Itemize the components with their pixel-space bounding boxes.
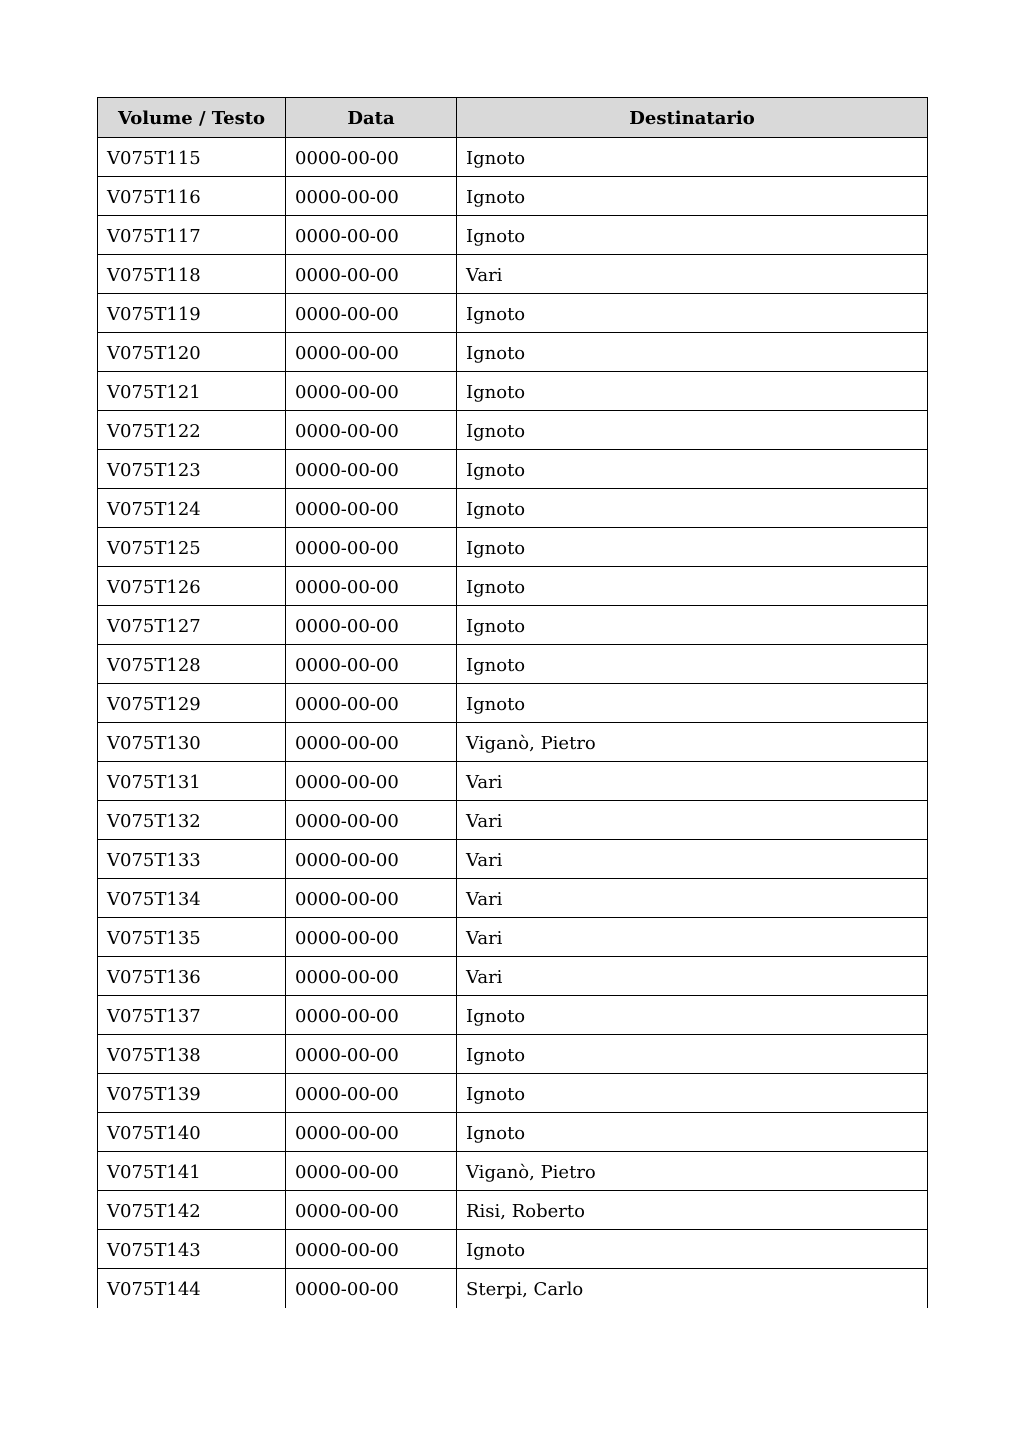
table-row xyxy=(98,294,928,333)
cell-data: 0000-00-00 xyxy=(286,1230,457,1269)
cell-volume-testo: V075T117 xyxy=(98,216,286,255)
cell-destinatario: Vari xyxy=(457,801,928,840)
cell-destinatario: Ignoto xyxy=(457,1230,928,1269)
cell-destinatario: Ignoto xyxy=(457,567,928,606)
table-row xyxy=(98,645,928,684)
table-row xyxy=(98,372,928,411)
cell-destinatario: Ignoto xyxy=(457,489,928,528)
header-volume-testo: Volume / Testo xyxy=(98,98,286,138)
table-row xyxy=(98,138,928,177)
cell-destinatario: Ignoto xyxy=(457,411,928,450)
cell-destinatario: Vari xyxy=(457,957,928,996)
cell-destinatario: Ignoto xyxy=(457,684,928,723)
cell-data: 0000-00-00 xyxy=(286,684,457,723)
cell-data: 0000-00-00 xyxy=(286,957,457,996)
cell-destinatario: Ignoto xyxy=(457,606,928,645)
cell-volume-testo: V075T138 xyxy=(98,1035,286,1074)
cell-data: 0000-00-00 xyxy=(286,216,457,255)
table-row xyxy=(98,1269,928,1308)
table-row xyxy=(98,450,928,489)
cell-volume-testo: V075T124 xyxy=(98,489,286,528)
cell-data: 0000-00-00 xyxy=(286,1191,457,1230)
cell-volume-testo: V075T137 xyxy=(98,996,286,1035)
cell-data: 0000-00-00 xyxy=(286,918,457,957)
cell-volume-testo: V075T131 xyxy=(98,762,286,801)
cell-destinatario: Vari xyxy=(457,255,928,294)
cell-destinatario: Ignoto xyxy=(457,216,928,255)
cell-data: 0000-00-00 xyxy=(286,411,457,450)
cell-data: 0000-00-00 xyxy=(286,801,457,840)
cell-destinatario: Ignoto xyxy=(457,177,928,216)
cell-data: 0000-00-00 xyxy=(286,762,457,801)
cell-destinatario: Ignoto xyxy=(457,372,928,411)
cell-destinatario: Vari xyxy=(457,762,928,801)
cell-volume-testo: V075T123 xyxy=(98,450,286,489)
cell-data: 0000-00-00 xyxy=(286,177,457,216)
cell-destinatario: Vari xyxy=(457,879,928,918)
cell-data: 0000-00-00 xyxy=(286,1035,457,1074)
cell-data: 0000-00-00 xyxy=(286,1113,457,1152)
letters-table xyxy=(97,97,928,1308)
cell-destinatario: Viganò, Pietro xyxy=(457,1152,928,1191)
cell-data: 0000-00-00 xyxy=(286,840,457,879)
cell-destinatario: Ignoto xyxy=(457,333,928,372)
cell-data: 0000-00-00 xyxy=(286,1152,457,1191)
table-row xyxy=(98,1074,928,1113)
cell-data: 0000-00-00 xyxy=(286,138,457,177)
table-row xyxy=(98,606,928,645)
table-row xyxy=(98,1035,928,1074)
cell-data: 0000-00-00 xyxy=(286,255,457,294)
table-row xyxy=(98,255,928,294)
cell-volume-testo: V075T130 xyxy=(98,723,286,762)
cell-volume-testo: V075T134 xyxy=(98,879,286,918)
cell-volume-testo: V075T116 xyxy=(98,177,286,216)
table-body xyxy=(98,138,928,1308)
cell-volume-testo: V075T132 xyxy=(98,801,286,840)
cell-data: 0000-00-00 xyxy=(286,489,457,528)
cell-volume-testo: V075T135 xyxy=(98,918,286,957)
cell-destinatario: Ignoto xyxy=(457,138,928,177)
cell-destinatario: Ignoto xyxy=(457,528,928,567)
table-row xyxy=(98,489,928,528)
cell-volume-testo: V075T136 xyxy=(98,957,286,996)
table-row xyxy=(98,801,928,840)
cell-data: 0000-00-00 xyxy=(286,723,457,762)
table-row xyxy=(98,1152,928,1191)
table-row xyxy=(98,840,928,879)
cell-data: 0000-00-00 xyxy=(286,450,457,489)
cell-destinatario: Ignoto xyxy=(457,1035,928,1074)
cell-volume-testo: V075T119 xyxy=(98,294,286,333)
table-row xyxy=(98,411,928,450)
cell-volume-testo: V075T143 xyxy=(98,1230,286,1269)
table-row xyxy=(98,216,928,255)
table-row xyxy=(98,567,928,606)
cell-data: 0000-00-00 xyxy=(286,528,457,567)
cell-destinatario: Ignoto xyxy=(457,1074,928,1113)
cell-destinatario: Viganò, Pietro xyxy=(457,723,928,762)
cell-destinatario: Vari xyxy=(457,918,928,957)
table-row xyxy=(98,1113,928,1152)
cell-volume-testo: V075T129 xyxy=(98,684,286,723)
cell-destinatario: Risi, Roberto xyxy=(457,1191,928,1230)
table-row xyxy=(98,879,928,918)
cell-data: 0000-00-00 xyxy=(286,645,457,684)
cell-volume-testo: V075T122 xyxy=(98,411,286,450)
cell-volume-testo: V075T144 xyxy=(98,1269,286,1308)
header-destinatario: Destinatario xyxy=(457,98,928,138)
cell-data: 0000-00-00 xyxy=(286,996,457,1035)
cell-data: 0000-00-00 xyxy=(286,372,457,411)
cell-destinatario: Ignoto xyxy=(457,450,928,489)
cell-volume-testo: V075T115 xyxy=(98,138,286,177)
cell-volume-testo: V075T141 xyxy=(98,1152,286,1191)
cell-destinatario: Ignoto xyxy=(457,645,928,684)
table-row xyxy=(98,996,928,1035)
cell-destinatario: Ignoto xyxy=(457,996,928,1035)
cell-volume-testo: V075T120 xyxy=(98,333,286,372)
cell-destinatario: Ignoto xyxy=(457,294,928,333)
header-data: Data xyxy=(286,98,457,138)
cell-volume-testo: V075T140 xyxy=(98,1113,286,1152)
table-row xyxy=(98,177,928,216)
table-row xyxy=(98,528,928,567)
cell-destinatario: Sterpi, Carlo xyxy=(457,1269,928,1308)
cell-data: 0000-00-00 xyxy=(286,1269,457,1308)
cell-volume-testo: V075T139 xyxy=(98,1074,286,1113)
cell-data: 0000-00-00 xyxy=(286,333,457,372)
cell-data: 0000-00-00 xyxy=(286,1074,457,1113)
cell-data: 0000-00-00 xyxy=(286,606,457,645)
cell-volume-testo: V075T121 xyxy=(98,372,286,411)
cell-data: 0000-00-00 xyxy=(286,879,457,918)
cell-volume-testo: V075T133 xyxy=(98,840,286,879)
cell-data: 0000-00-00 xyxy=(286,567,457,606)
table-header-row xyxy=(98,98,928,138)
table-row xyxy=(98,723,928,762)
table-row xyxy=(98,762,928,801)
cell-destinatario: Vari xyxy=(457,840,928,879)
table-row xyxy=(98,684,928,723)
cell-volume-testo: V075T142 xyxy=(98,1191,286,1230)
table-row xyxy=(98,918,928,957)
cell-destinatario: Ignoto xyxy=(457,1113,928,1152)
cell-volume-testo: V075T125 xyxy=(98,528,286,567)
table-row xyxy=(98,333,928,372)
cell-volume-testo: V075T128 xyxy=(98,645,286,684)
table-row xyxy=(98,957,928,996)
cell-data: 0000-00-00 xyxy=(286,294,457,333)
cell-volume-testo: V075T127 xyxy=(98,606,286,645)
cell-volume-testo: V075T126 xyxy=(98,567,286,606)
table-row xyxy=(98,1191,928,1230)
cell-volume-testo: V075T118 xyxy=(98,255,286,294)
table-row xyxy=(98,1230,928,1269)
